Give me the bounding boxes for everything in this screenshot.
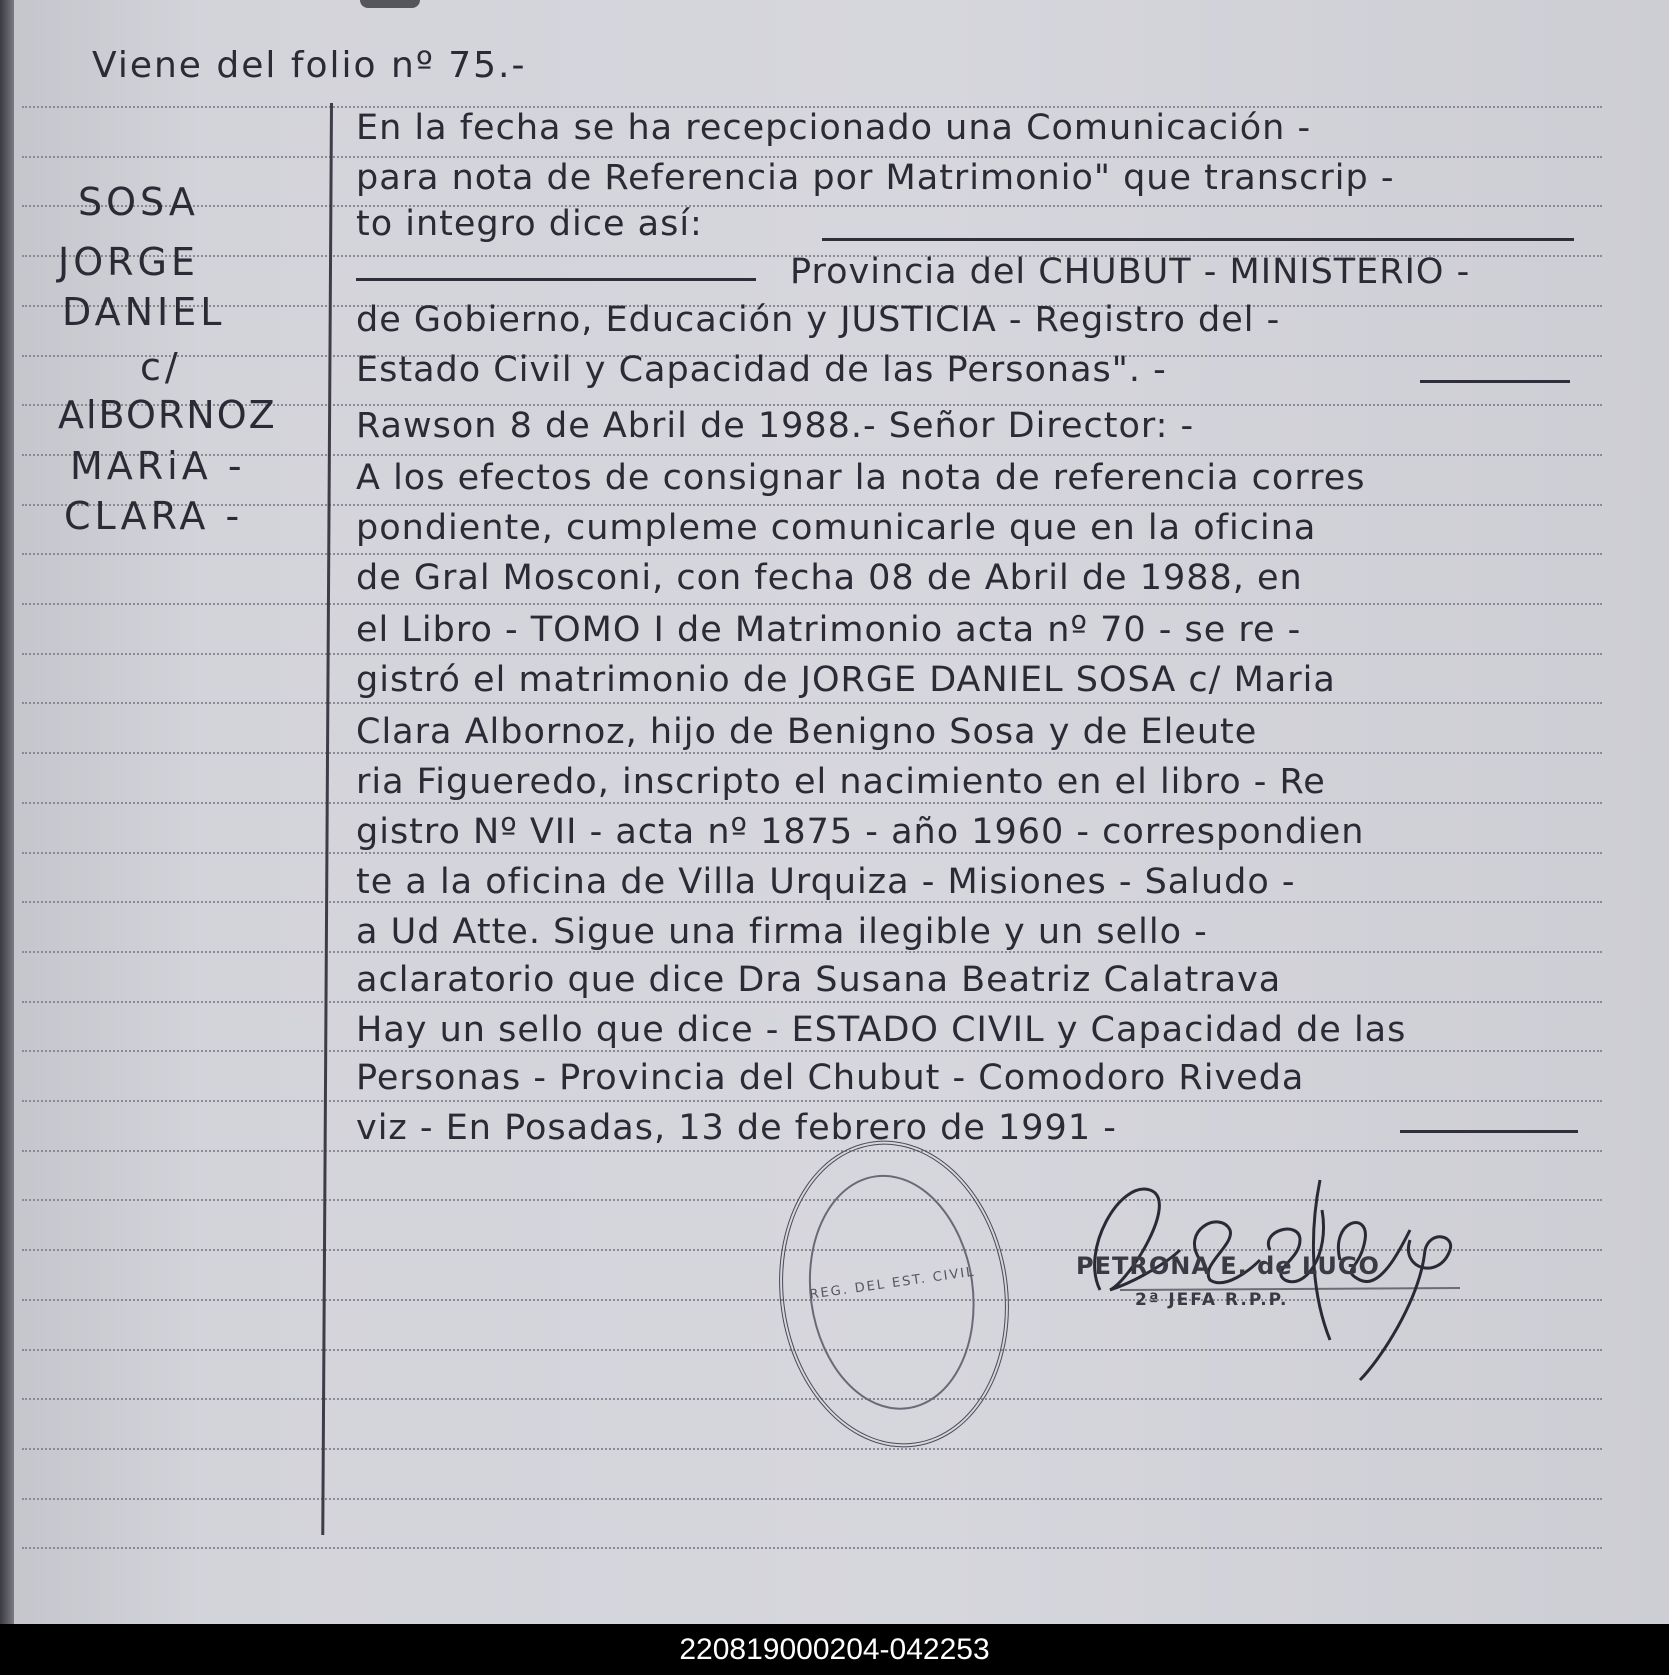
fill-rule bbox=[822, 238, 1574, 241]
margin-name-first: JORGE bbox=[58, 240, 199, 284]
body-line-4: Provincia del CHUBUT - MINISTERIO - bbox=[790, 252, 1471, 292]
body-line-6: Estado Civil y Capacidad de las Personas". - bbox=[356, 350, 1167, 390]
page-top-shadow bbox=[360, 0, 420, 8]
ruled-line bbox=[22, 852, 1602, 854]
ruled-line bbox=[22, 205, 1602, 207]
body-line-7: Rawson 8 de Abril de 1988.- Señor Director: - bbox=[356, 406, 1195, 446]
ruled-line bbox=[22, 702, 1602, 704]
footer-bar bbox=[0, 1624, 1669, 1675]
margin-name-connector: c/ bbox=[140, 345, 182, 389]
stamp-text: REG. DEL EST. CIVIL bbox=[808, 1264, 977, 1303]
margin-name-surname: SOSA bbox=[78, 180, 199, 224]
body-line-19: Hay un sello que dice - ESTADO CIVIL y Capacidad de las bbox=[356, 1010, 1407, 1050]
fill-rule bbox=[1420, 380, 1570, 383]
body-line-8: A los efectos de consignar la nota de referencia corres bbox=[356, 458, 1366, 498]
ruled-line bbox=[22, 553, 1602, 555]
margin-name-wife-surname: AlBORNOZ bbox=[58, 393, 277, 437]
body-line-15: gistro Nº VII - acta nº 1875 - año 1960 - correspondien bbox=[356, 812, 1365, 852]
ruled-line bbox=[22, 1050, 1602, 1052]
signatory-role: 2ª JEFA R.P.P. bbox=[1135, 1290, 1289, 1310]
body-line-12: gistró el matrimonio de JORGE DANIEL SOSA c/ Maria bbox=[356, 660, 1336, 700]
body-line-2: para nota de Referencia por Matrimonio" que transcrip - bbox=[356, 158, 1395, 198]
body-line-5: de Gobierno, Educación y JUSTICIA - Registro del - bbox=[356, 300, 1281, 340]
body-line-3: to integro dice así: bbox=[356, 204, 703, 244]
margin-name-second: DANIEL bbox=[62, 290, 226, 334]
body-line-13: Clara Albornoz, hijo de Benigno Sosa y de Eleute bbox=[356, 712, 1258, 752]
ruled-line bbox=[22, 1100, 1602, 1102]
margin-name-wife-first: MARiA - bbox=[70, 444, 246, 488]
fill-rule bbox=[1400, 1130, 1578, 1133]
body-line-16: te a la oficina de Villa Urquiza - Misiones - Saludo - bbox=[356, 862, 1296, 902]
body-line-9: pondiente, cumpleme comunicarle que en la oficina bbox=[356, 508, 1317, 548]
body-line-20: Personas - Provincia del Chubut - Comodoro Riveda bbox=[356, 1058, 1305, 1098]
margin-name-wife-second: CLARA - bbox=[64, 494, 244, 538]
ruled-line bbox=[22, 1448, 1602, 1450]
ruled-line bbox=[22, 1498, 1602, 1500]
body-line-17: a Ud Atte. Sigue una firma ilegible y un sello - bbox=[356, 912, 1208, 952]
body-line-14: ria Figueredo, inscripto el nacimiento en el libro - Re bbox=[356, 762, 1326, 802]
ruled-line bbox=[22, 1001, 1602, 1003]
ruled-line bbox=[22, 504, 1602, 506]
document-id: 220819000204-042253 bbox=[679, 1633, 990, 1666]
ruled-line bbox=[22, 752, 1602, 754]
body-line-11: el Libro - TOMO I de Matrimonio acta nº 70 - se re - bbox=[356, 610, 1302, 650]
margin-line bbox=[321, 103, 333, 1535]
binding-edge bbox=[0, 0, 14, 1624]
body-line-18: aclaratorio que dice Dra Susana Beatriz Calatrava bbox=[356, 960, 1282, 1000]
ruled-line bbox=[22, 802, 1602, 804]
body-line-1: En la fecha se ha recepcionado una Comunicación - bbox=[356, 108, 1312, 148]
fill-rule bbox=[356, 278, 756, 281]
ruled-line bbox=[22, 653, 1602, 655]
signatory-name: PETRONA E. de LUGO bbox=[1076, 1252, 1380, 1280]
header-note: Viene del folio nº 75.- bbox=[92, 45, 527, 86]
body-line-21: viz - En Posadas, 13 de febrero de 1991 - bbox=[356, 1108, 1117, 1148]
ruled-line bbox=[22, 454, 1602, 456]
ruled-line bbox=[22, 603, 1602, 605]
ruled-line bbox=[22, 1547, 1602, 1549]
body-line-10: de Gral Mosconi, con fecha 08 de Abril de 1988, en bbox=[356, 558, 1303, 598]
official-stamp bbox=[760, 1126, 1029, 1463]
